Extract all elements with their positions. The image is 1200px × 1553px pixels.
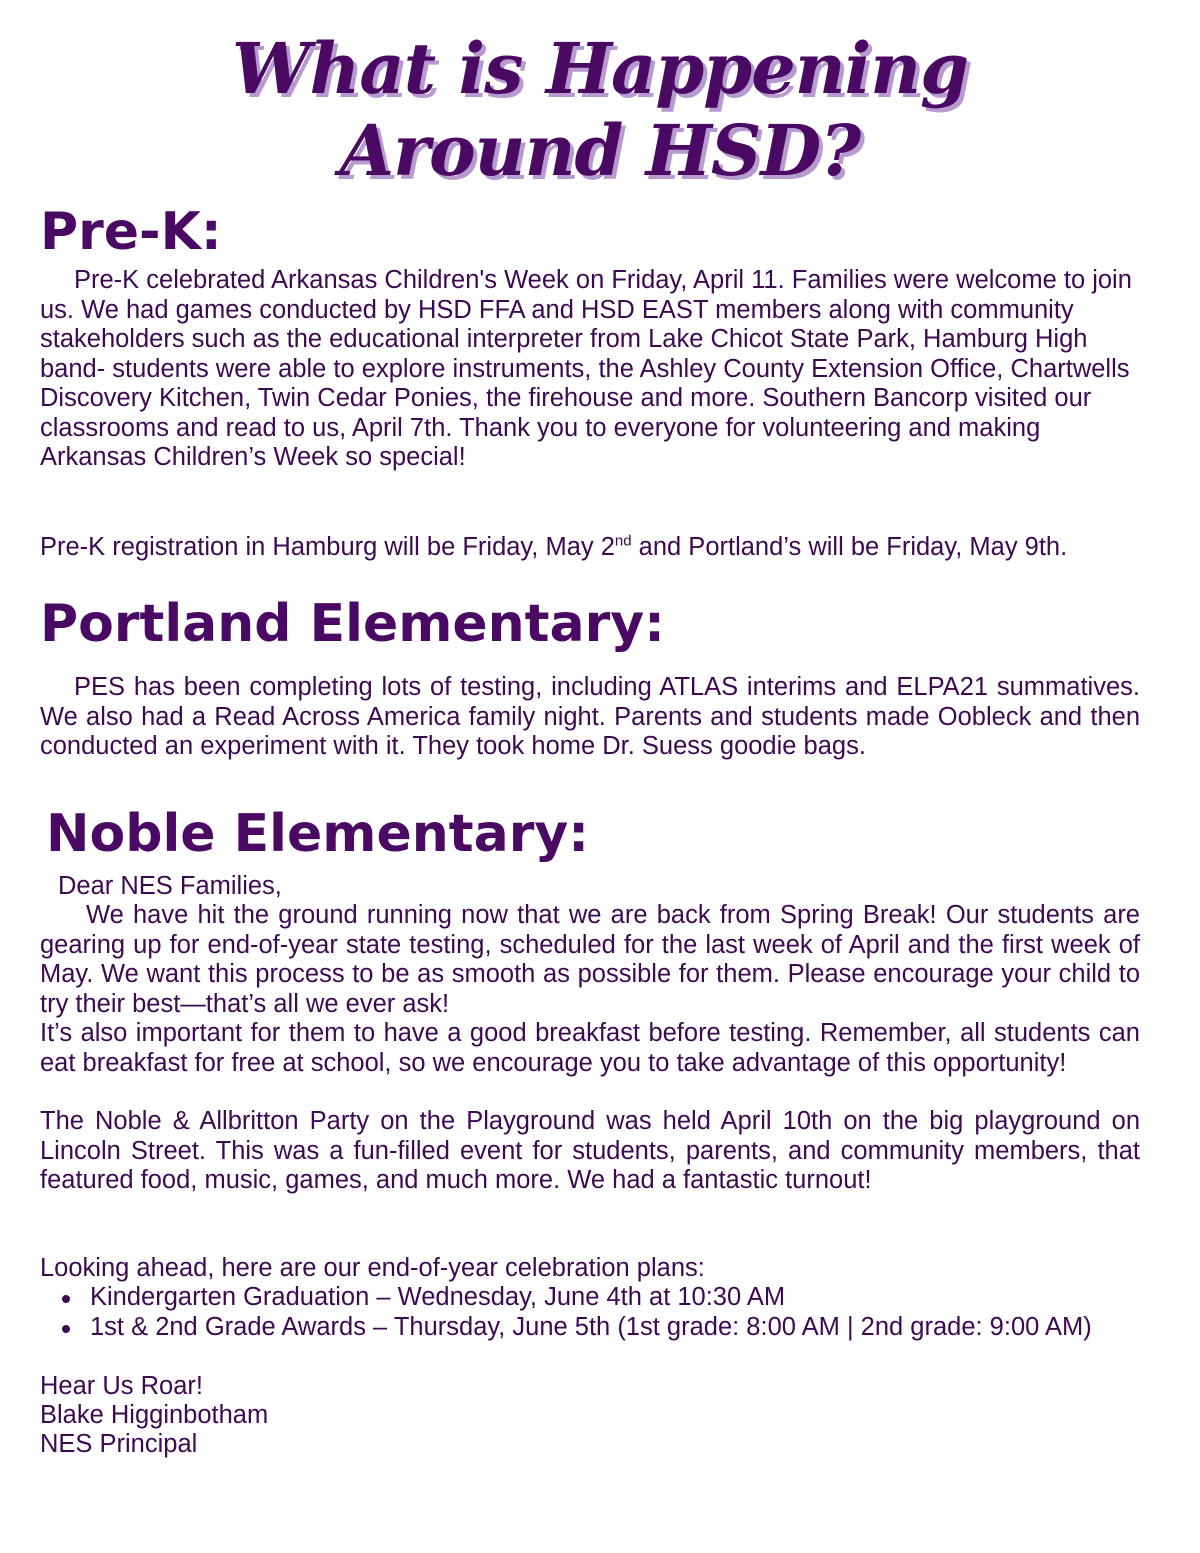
page-title [0,28,1200,192]
prek-registration-text-end: and Portland’s will be Friday, May 9th. [631,533,1068,561]
list-item [40,1313,1140,1343]
prek-registration-suffix: nd [614,532,632,550]
prek-registration-text: Pre-K registration in Hamburg will be Friday, May 2 [40,533,615,561]
list-item [40,1283,1140,1313]
noble-paragraph-3: The Noble & Allbritton Party on the Playground was held April 10th on the big playground on Lincoln Street. This was a fun-filled event for students, parents, and community members, that featured food, music, games, and much more. We had a fantastic turnout! [40,1107,1140,1194]
signature-name: Blake Higginbotham [40,1401,269,1429]
prek-registration [40,533,1140,563]
noble-heading: Noble Elementary: [46,804,590,864]
noble-greeting: Dear NES Families, [58,872,282,900]
signature-title: NES Principal [40,1430,198,1458]
list-item-text: 1st & 2nd Grade Awards – Thursday, June 5th (1st grade: 8:00 AM | 2nd grade: 9:00 AM) [90,1312,1092,1341]
bullet-icon [62,1325,70,1333]
noble-plans-intro: Looking ahead, here are our end-of-year celebration plans: [40,1254,705,1282]
portland-heading: Portland Elementary: [40,594,665,654]
noble-paragraph-1: We have hit the ground running now that we are back from Spring Break! Our students are gearing up for end-of-year state testing, scheduled for the last week of April and the first week of May. We want this process to be as smooth as possible for them. Please encourage your child to try their best—that’s all we ever ask! [40,901,1140,1018]
page-title-line-1: What is Happening [231,27,969,110]
list-item-text: Kindergarten Graduation – Wednesday, June 4th at 10:30 AM [90,1283,786,1311]
prek-heading: Pre-K: [40,202,222,262]
prek-paragraph: Pre-K celebrated Arkansas Children's Week on Friday, April 11. Families were welcome to join us. We had games conducted by HSD FFA and HSD EAST members along with community stakeholders such as the educational interpreter from Lake Chicot State Park, Hamburg High band- students were able to explore instruments, the Ashley County Extension Office, Chartwells Discovery Kitchen, Twin Cedar Ponies, the firehouse and more. Southern Bancorp visited our classrooms and read to us, April 7th. Thank you to everyone for volunteering and making Arkansas Children’s Week so special! [40,266,1132,471]
noble-paragraph-2: It’s also important for them to have a good breakfast before testing. Remember, all students can eat breakfast for free at school, so we encourage you to take advantage of this opportunity! [40,1019,1140,1077]
noble-signoff: Hear Us Roar! [40,1372,203,1400]
bullet-icon [62,1295,70,1303]
celebration-plans-list [40,1283,1140,1342]
portland-paragraph: PES has been completing lots of testing, including ATLAS interims and ELPA21 summatives. We also had a Read Across America family night. Parents and students made Oobleck and then conducted an experiment with it. They took home Dr. Suess goodie bags. [40,673,1140,760]
page-title-line-2: Around HSD? [339,109,861,192]
